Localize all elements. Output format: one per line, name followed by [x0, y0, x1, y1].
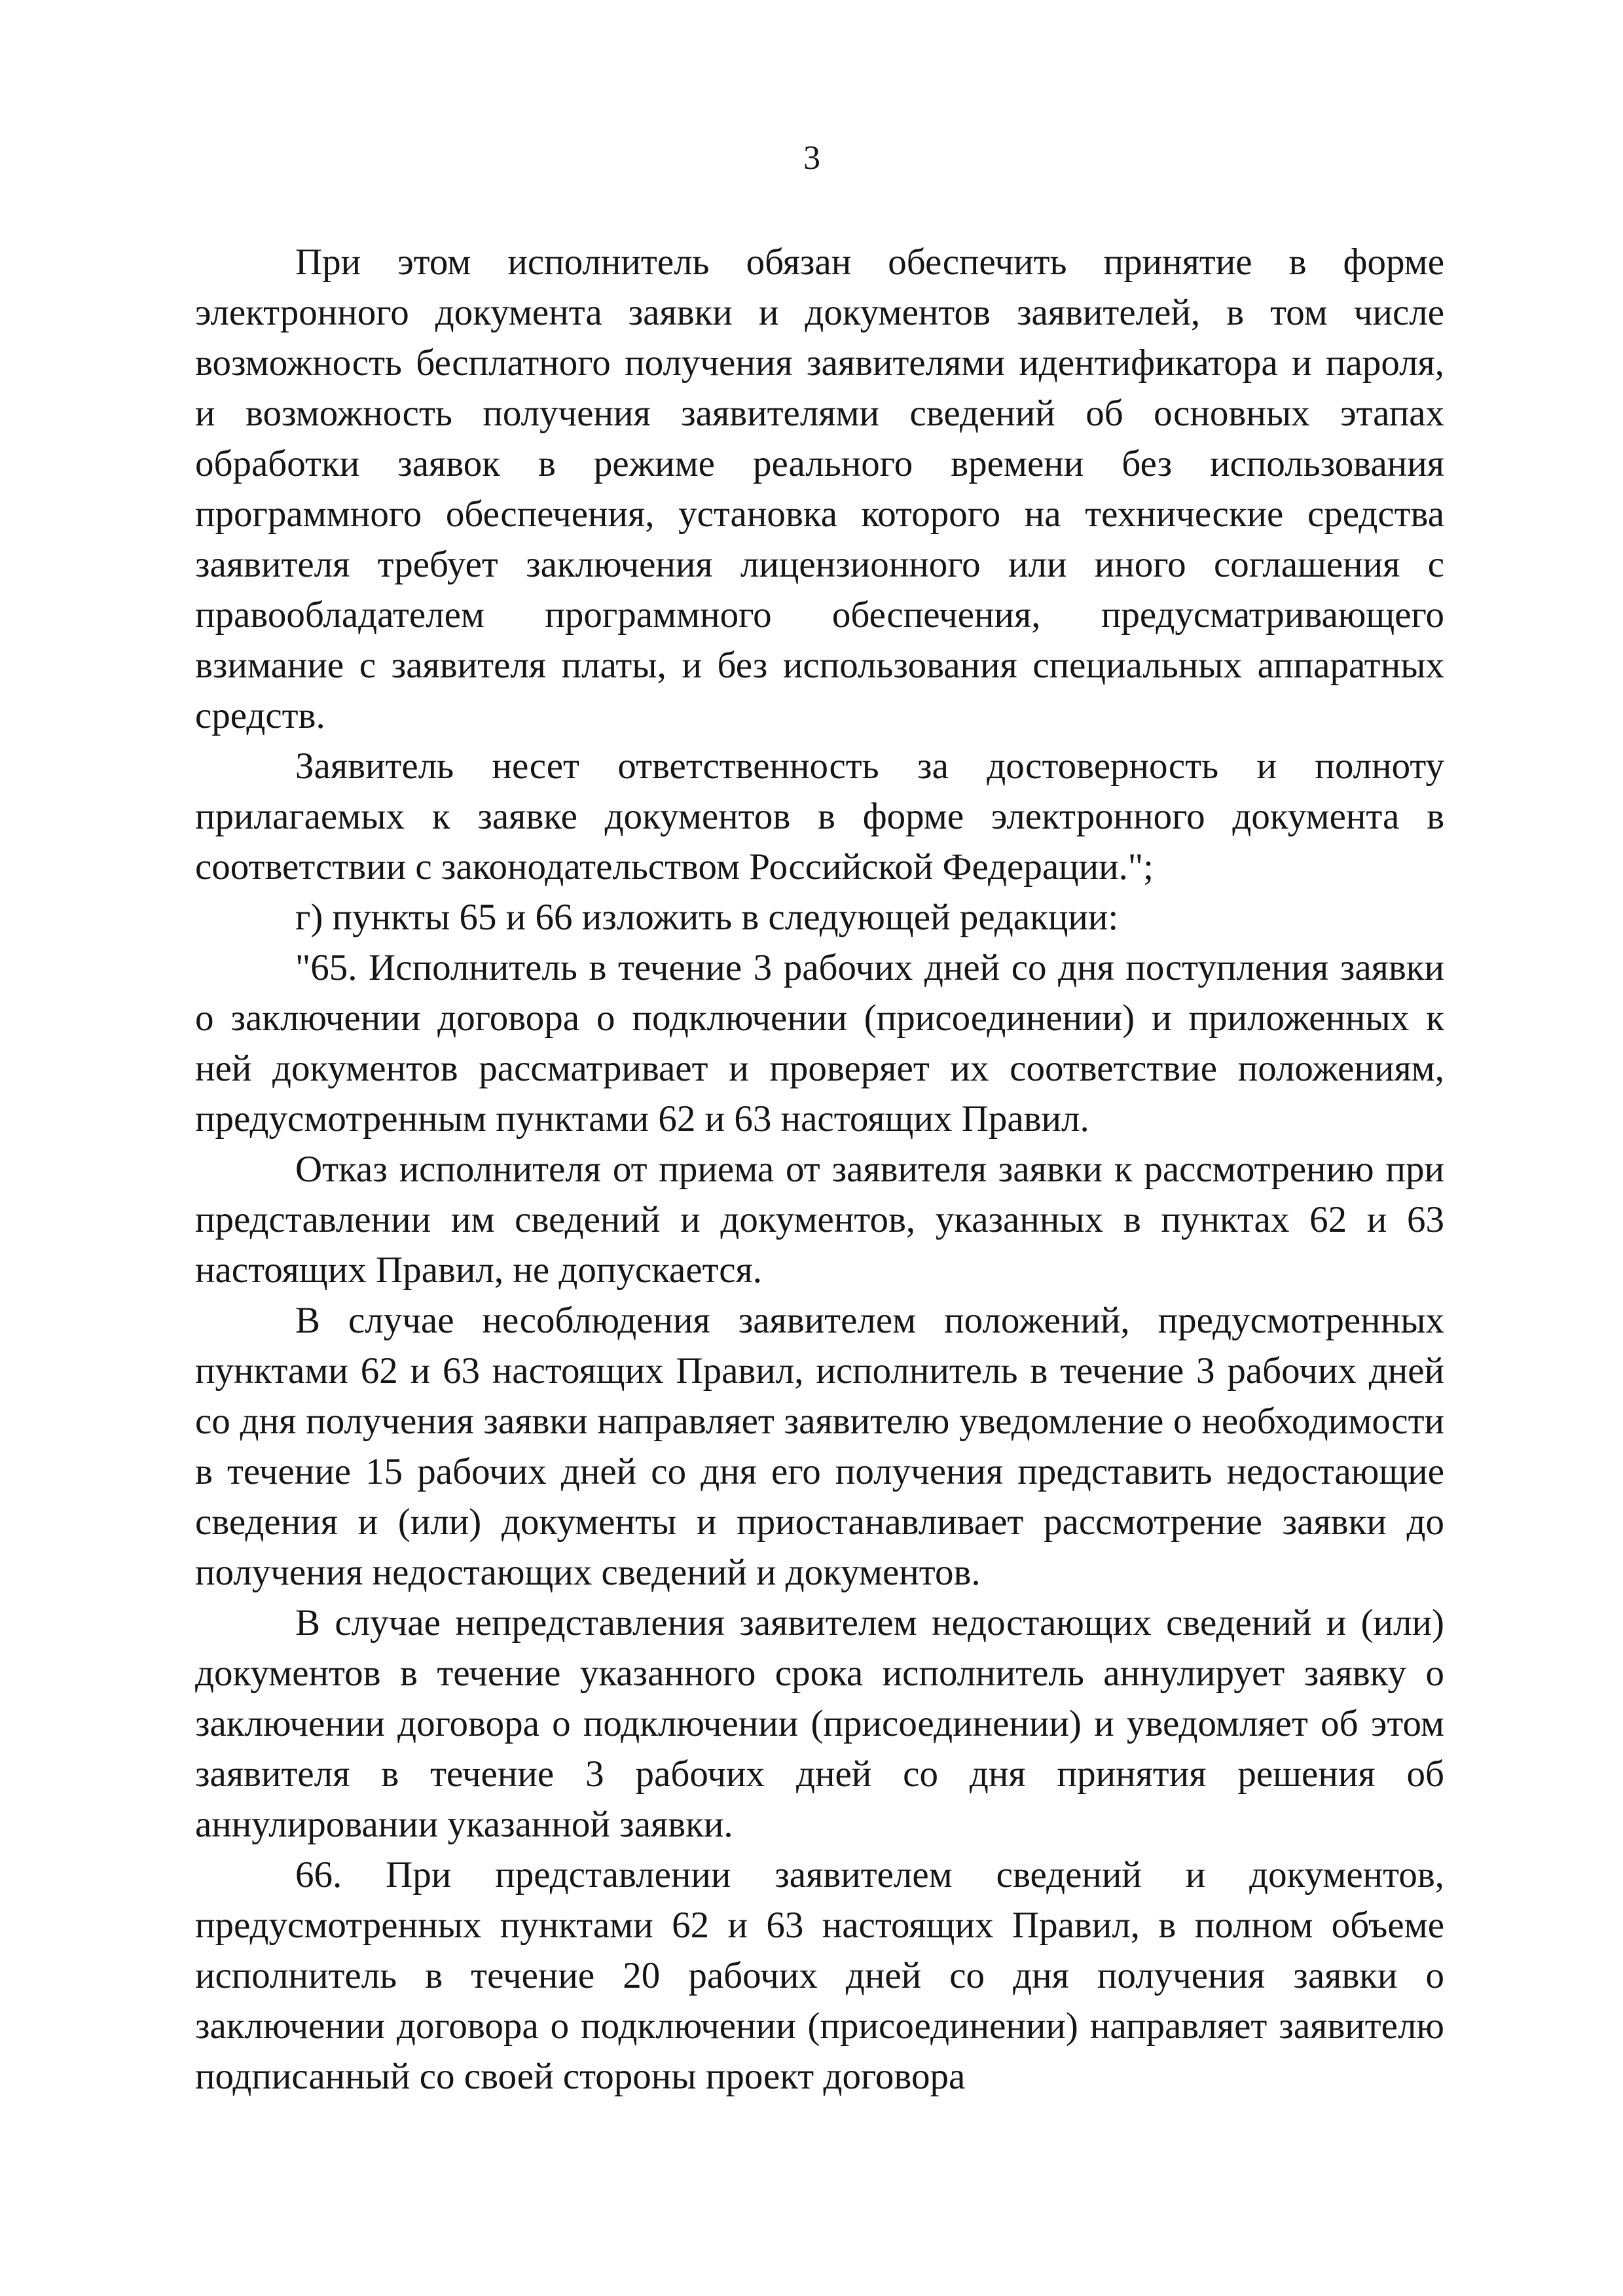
paragraph-annulment: В случае непредставления заявителем недостающих сведений и (или) документов в течение указанного срока исполнитель аннулирует заявку о заключении договора о подключении (присоединении) и уведомляет об этом заявителя в течение 3 рабочих дней со дня принятия решения об аннулировании указанной заявки. [195, 1602, 1444, 1845]
paragraph-clause-65: "65. Исполнитель в течение 3 рабочих дней со дня поступления заявки о заключении договора о подключении (присоединении) и приложенных к ней документов рассматривает и проверяет их соответствие положениям, предусмотренным пунктами 62 и 63 настоящих Правил. [195, 947, 1444, 1139]
paragraph-clause-66: 66. При представлении заявителем сведений и документов, предусмотренных пунктами 62 и 63 настоящих Правил, в полном объеме исполнитель в течение 20 рабочих дней со дня получения заявки о заключении договора о подключении (присоединении) направляет заявителю подписанный со своей стороны проект договора [195, 1854, 1444, 2097]
paragraph-non-compliance: В случае несоблюдения заявителем положений, предусмотренных пунктами 62 и 63 настоящих Правил, исполнитель в течение 3 рабочих дней со дня получения заявки направляет заявителю уведомление о необходимости в течение 15 рабочих дней со дня его получения представить недостающие сведения и (или) документы и приостанавливает рассмотрение заявки до получения недостающих сведений и документов. [195, 1300, 1444, 1593]
paragraph-applicant-responsibility: Заявитель несет ответственность за достоверность и полноту прилагаемых к заявке документов в форме электронного документа в соответствии с законодательством Российской Федерации."; [195, 745, 1444, 888]
paragraph-electronic-acceptance: При этом исполнитель обязан обеспечить принятие в форме электронного документа заявки и документов заявителей, в том числе возможность бесплатного получения заявителями идентификатора и пароля, и возможность получения заявителями сведений об основных этапах обработки заявок в режиме реального времени без использования программного обеспечения, установка которого на технические средства заявителя требует заключения лицензионного или иного соглашения с правообладателем программного обеспечения, предусматривающего взимание с заявителя платы, и без использования специальных аппаратных средств. [195, 242, 1444, 736]
paragraph-refusal-not-allowed: Отказ исполнителя от приема от заявителя заявки к рассмотрению при представлении им сведений и документов, указанных в пунктах 62 и 63 настоящих Правил, не допускается. [195, 1149, 1444, 1291]
document-body [195, 237, 1444, 2102]
page-number: 3 [803, 139, 820, 177]
paragraph-amendment-intro: г) пункты 65 и 66 изложить в следующей редакции: [295, 897, 1119, 938]
